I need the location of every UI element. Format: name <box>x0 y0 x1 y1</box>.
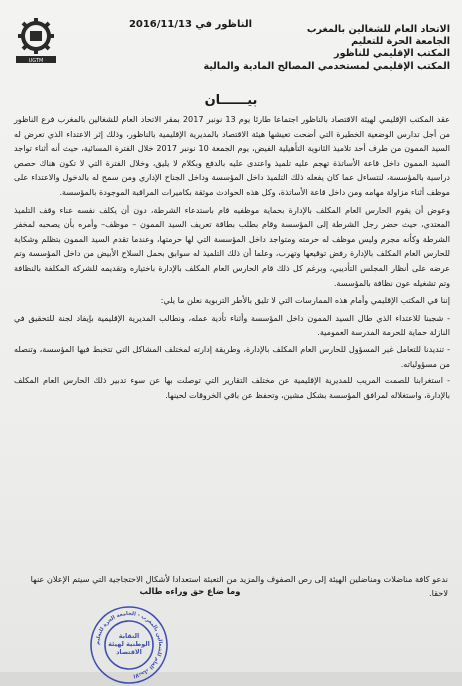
slogan: وما ضاع حق وراءه طالب <box>139 586 241 596</box>
demand-item: - شجبنا للاعتداء الذي طال السيد الممون داخل المؤسسة وأثناء تأدية عمله، ونطالب المديرية الإقليمية بإيفاد لجنة للتحقيق في النازلة حماية للحرمة المدرسة العمومية. <box>14 312 450 338</box>
statement-body <box>14 112 450 404</box>
org-line: المكتب الإقليمي للناظور <box>334 48 450 60</box>
svg-text:UGTM: UGTM <box>28 58 44 64</box>
org-line: المكتب الإقليمي لمستخدمي المصالح المادية والمالية <box>203 60 450 72</box>
letterhead <box>0 6 462 94</box>
document-title: بيــــــان <box>204 93 258 108</box>
org-line: الاتحاد العام للشغالين بالمغرب <box>306 24 450 35</box>
place-and-date: الناظور في 2016/11/13 <box>128 19 252 30</box>
paragraph: وعوض أن يقوم الحارس العام المكلف بالإدارة بحماية موظفيه قام باستدعاء الشرطة، دون أن يكلف نفسه عناء وقف التلميذ المعتدي، حيث حضر رجل الشرطة إلى المؤسسة وقام بطلب بطاقة تعريف السيد الممون – موظف– وأمره بأن يصحبه لمخفر الشرطة وكأنه مجرم وليس موظف له حرمته ومتواجد داخل المؤسسة التي لها حرمتها، وعندما تقدم السيد الممون بتظلم وشكاية للحارس العام المكلف بالإدارة رفض توقيعها وتهرب، وعلما أن ذلك التلميذ له سوابق بحمل السلاح الأبيض من داخل المؤسسة وتم عرضه على أنظار المجلس التأديبي، وبرغم كل ذلك قام الحارس العام المكلف بالإدارة باختياره وتقديمه للشركة المكلفة بالنظافة وتم تشغيله عون نظافة بالمؤسسة. <box>14 204 450 288</box>
demand-item: - تنديدنا للتعامل غير المسؤول للحارس العام المكلف بالإدارة، وطريقة إدارته لمختلف المشاكل التي تتخبط فيها المؤسسة، وتنصله من مسؤولياته. <box>14 343 450 369</box>
demand-item: - استغرابنا للصمت المريب للمديرية الإقليمية عن مختلف التقارير التي توصلت بها عن سوء تدبير ذلك الحارس العام المكلف بالإدارة، واستغلاله لمرافق المؤسسة بشكل مشين، وتحفظ عن باقي الخروقات لحينها. <box>14 375 450 400</box>
paragraph: إننا في المكتب الإقليمي وأمام هذه الممارسات التي لا تليق بالأطر التربوية نعلن ما يلي: <box>160 295 450 306</box>
svg-text:الاتحاد العام للشغالين بالمغرب: الاتحاد العام للشغالين بالمغرب - الجامعة الحرة للتعليم <box>94 610 164 679</box>
stamp-center-text: النقابة الوطنية لهيئة الاقتصاد <box>108 632 150 656</box>
organization-block <box>203 24 450 73</box>
org-line: الجامعة الحرة للتعليم <box>351 36 450 48</box>
ugtm-logo <box>10 14 62 66</box>
paragraph: عقد المكتب الإقليمي لهيئة الاقتصاد بالناظور اجتماعا طارئا يوم 13 نونبر 2017 بمقر الاتحاد العام للشغالين بالمغرب فرع الناظور من أجل تدارس الوضعية الخطيرة التي أضحت تعيشها هيئة الاقتصاد بالمديرية الإقليمية بالناظور، وذلك إثر الاعتداء الذي تعرض له السيد الممون من طرف أحد تلاميذ الثانوية التأهيلية الفيض، يوم الجمعة 10 نونبر 2017 خلال الفترة المسائية، حيث أنه أثناء تواجد السيد الممون داخل قاعة الأساتذة تهجم عليه تلميذ واعتدى عليه بالدفع وبكلام لا يليق، وخلال الفترة التي لا تكون هناك حصص دراسية بالمؤسسة، لنتساءل عما كان يفعله ذلك التلميذ داخل المؤسسة وداخل الجناح الإداري ومن سمح له بالدخول والاعتداء على موظف أثناء مزاولة مهامه ومن داخل قاعة الأساتذة، وكل هذه الحوادث موثقة بكاميرات المراقبة الموجودة بالمؤسسة. <box>14 114 450 197</box>
closing-call: ندعو كافة مناضلات ومناضلين الهيئة إلى رص الصفوف والمزيد من التعبئة استعدادا لأشكال الاحتجاجية التي سيتم الإعلان عنها لاحقا. <box>30 574 448 598</box>
union-stamp <box>88 604 170 686</box>
